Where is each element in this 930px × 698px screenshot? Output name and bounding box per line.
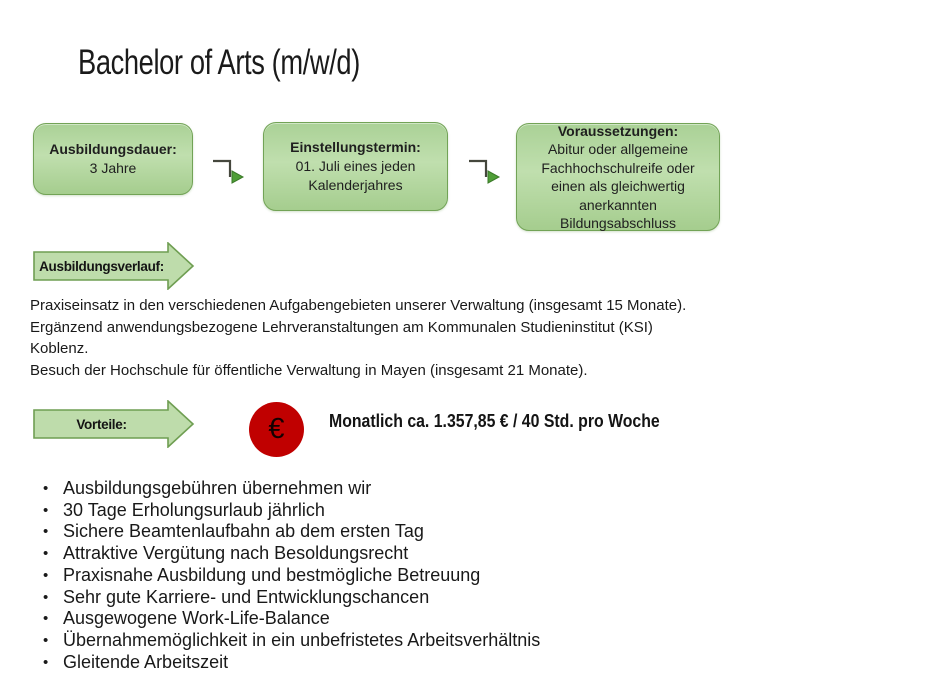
- page-title: Bachelor of Arts (m/w/d): [78, 43, 360, 82]
- elbow-arrow-icon: [466, 153, 502, 189]
- ausbildungsverlauf-banner: [33, 242, 195, 290]
- list-item: • Sichere Beamtenlaufbahn ab dem ersten Tag: [43, 521, 540, 543]
- benefits-list: [43, 478, 540, 673]
- list-item: • Übernahmemöglichkeit in ein unbefristetes Arbeitsverhältnis: [43, 630, 540, 652]
- list-item: • Ausbildungsgebühren übernehmen wir: [43, 478, 540, 500]
- flow-box-heading: Ausbildungsdauer:: [49, 141, 177, 157]
- flow-box-body: 01. Juli eines jeden Kalenderjahres: [295, 158, 416, 193]
- list-item: • Praxisnahe Ausbildung und bestmögliche Betreuung: [43, 565, 540, 587]
- list-item: • 30 Tage Erholungsurlaub jährlich: [43, 500, 540, 522]
- euro-icon: €: [249, 402, 304, 457]
- paragraph-line: Praxiseinsatz in den verschiedenen Aufgabengebieten unserer Verwaltung (insgesamt 15 Monate).: [30, 297, 687, 314]
- flow-box-heading: Voraussetzungen:: [557, 122, 679, 139]
- flow-box-body: Abitur oder allgemeine Fachhochschulreife oder einen als gleichwertig anerkannten Bildungsabschluss: [541, 141, 695, 231]
- flow-box-einstellungstermin: [263, 122, 448, 211]
- list-item: • Sehr gute Karriere- und Entwicklungschancen: [43, 587, 540, 609]
- paragraph-line: Besuch der Hochschule für öffentliche Verwaltung in Mayen (insgesamt 21 Monate).: [30, 361, 588, 379]
- list-item: • Attraktive Vergütung nach Besoldungsrecht: [43, 543, 540, 565]
- flow-box-ausbildungsdauer: [33, 123, 193, 195]
- ausbildungsverlauf-paragraph: [30, 295, 695, 381]
- ausbildungsverlauf-label: Ausbildungsverlauf:: [39, 258, 164, 274]
- flow-box-voraussetzungen: [516, 123, 720, 231]
- list-item: • Ausgewogene Work-Life-Balance: [43, 608, 540, 630]
- vorteile-label: Vorteile:: [76, 416, 127, 432]
- elbow-arrow-icon: [210, 153, 246, 189]
- flow-box-heading: Einstellungstermin:: [290, 139, 421, 155]
- paragraph-line: Ergänzend anwendungsbezogene Lehrveranstaltungen am Kommunalen Studieninstitut (KSI) Koblenz.: [30, 318, 653, 357]
- vorteile-banner: [33, 400, 195, 448]
- flow-box-body: 3 Jahre: [89, 160, 137, 176]
- list-item: • Gleitende Arbeitszeit: [43, 652, 540, 674]
- salary-text: Monatlich ca. 1.357,85 € / 40 Std. pro Woche: [329, 411, 660, 431]
